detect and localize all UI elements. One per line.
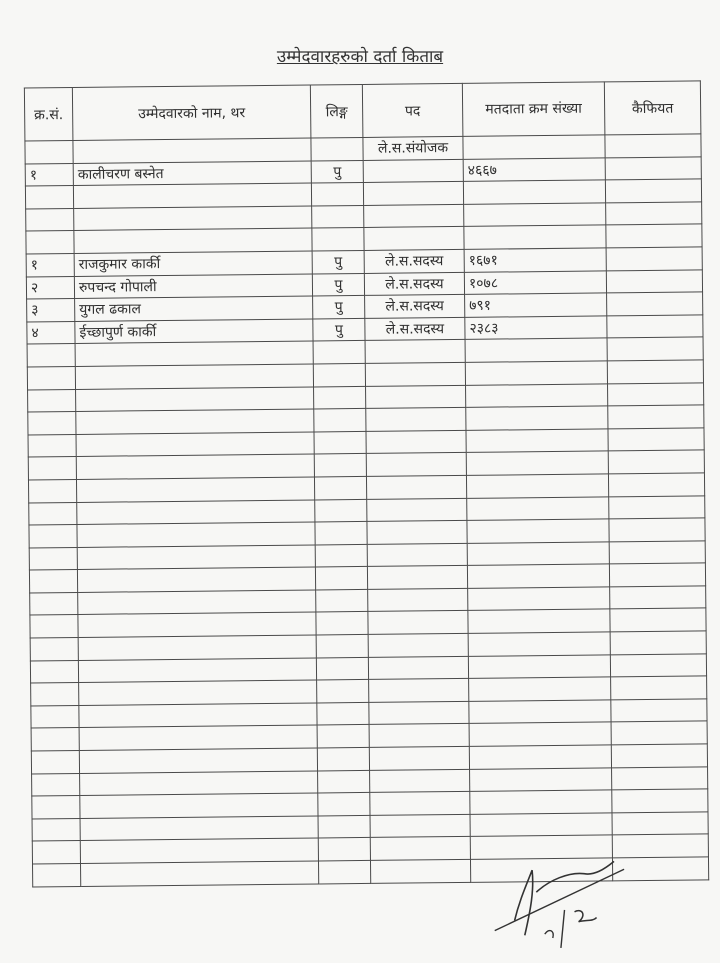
cell-candidate-name <box>81 861 319 886</box>
cell-gender: पु <box>311 160 363 183</box>
cell-gender <box>317 680 369 703</box>
cell-candidate-name <box>79 703 317 728</box>
cell-serial-number: २ <box>26 276 74 299</box>
cell-post <box>370 792 470 816</box>
header-post: पद <box>362 83 463 137</box>
cell-remarks <box>607 337 703 361</box>
cell-candidate-name <box>78 590 316 615</box>
cell-serial-number <box>32 841 80 864</box>
cell-gender <box>317 725 369 748</box>
cell-post <box>364 204 464 228</box>
cell-candidate-name: ईच्छापुर्ण कार्की <box>75 319 313 344</box>
cell-post <box>368 656 468 680</box>
cell-candidate-name <box>76 477 314 502</box>
cell-post <box>363 159 463 183</box>
cell-remarks <box>610 654 706 678</box>
cell-voter-number <box>469 745 611 769</box>
cell-voter-number: १०७८ <box>464 270 606 294</box>
cell-voter-number <box>467 542 609 566</box>
cell-post <box>365 340 465 364</box>
cell-remarks <box>612 767 708 791</box>
cell-remarks <box>605 179 701 203</box>
cell-candidate-name <box>79 680 317 705</box>
cell-gender <box>313 363 365 386</box>
cell-post <box>368 611 468 635</box>
cell-voter-number: ४६६७ <box>463 158 605 182</box>
cell-gender <box>313 341 365 364</box>
cell-candidate-name <box>80 771 318 796</box>
cell-candidate-name <box>75 364 313 389</box>
cell-remarks <box>608 382 704 406</box>
cell-gender <box>318 815 370 838</box>
cell-remarks <box>611 721 707 745</box>
cell-serial-number <box>28 434 76 457</box>
cell-voter-number <box>468 609 610 633</box>
cell-remarks <box>607 315 703 339</box>
cell-voter-number <box>470 813 612 837</box>
cell-voter-number <box>468 587 610 611</box>
cell-remarks <box>608 450 704 474</box>
cell-candidate-name <box>77 545 315 570</box>
cell-post: ले.स.सदस्य <box>365 295 465 319</box>
cell-post <box>363 182 463 206</box>
header-remarks: कैफियत <box>604 81 701 135</box>
cell-post <box>369 679 469 703</box>
cell-post <box>369 724 469 748</box>
cell-candidate-name <box>77 499 315 524</box>
cell-voter-number <box>468 632 610 656</box>
cell-voter-number <box>467 519 609 543</box>
cell-voter-number <box>467 564 609 588</box>
cell-candidate-name <box>80 838 318 863</box>
cell-serial-number: ४ <box>27 321 75 344</box>
cell-serial-number <box>30 660 78 683</box>
cell-voter-number <box>469 700 611 724</box>
cell-serial-number <box>25 140 73 163</box>
cell-gender <box>316 589 368 612</box>
cell-gender <box>314 409 366 432</box>
cell-gender <box>318 793 370 816</box>
cell-candidate-name: कालीचरण बस्नेत <box>73 161 311 186</box>
cell-candidate-name <box>76 454 314 479</box>
cell-serial-number <box>28 412 76 435</box>
cell-candidate-name <box>74 228 312 253</box>
cell-serial-number: १ <box>25 163 73 186</box>
cell-candidate-name <box>79 725 317 750</box>
cell-voter-number <box>470 790 612 814</box>
cell-candidate-name <box>78 658 316 683</box>
cell-remarks <box>609 495 705 519</box>
cell-remarks <box>610 608 706 632</box>
cell-gender <box>315 499 367 522</box>
cell-gender <box>318 838 370 861</box>
cell-gender <box>318 860 370 884</box>
cell-voter-number <box>466 383 608 407</box>
cell-serial-number <box>30 638 78 661</box>
cell-gender <box>314 431 366 454</box>
cell-voter-number <box>467 496 609 520</box>
cell-gender <box>315 544 367 567</box>
cell-remarks <box>612 789 708 813</box>
cell-remarks <box>609 563 705 587</box>
cell-serial-number <box>27 344 75 367</box>
cell-post: ले.स.संयोजक <box>363 136 463 160</box>
cell-voter-number <box>466 429 608 453</box>
cell-gender: पु <box>312 250 364 273</box>
cell-remarks <box>611 676 707 700</box>
cell-voter-number <box>464 225 606 249</box>
cell-serial-number <box>33 863 81 887</box>
register-body <box>25 134 709 887</box>
cell-post <box>369 701 469 725</box>
cell-post <box>366 430 466 454</box>
cell-serial-number <box>27 366 75 389</box>
cell-post <box>367 498 467 522</box>
cell-voter-number <box>466 474 608 498</box>
cell-candidate-name <box>73 183 311 208</box>
cell-gender <box>316 634 368 657</box>
cell-candidate-name <box>80 793 318 818</box>
cell-serial-number: १ <box>26 253 74 276</box>
cell-serial-number: ३ <box>27 299 75 322</box>
candidate-register-table <box>24 80 709 887</box>
cell-post <box>364 227 464 251</box>
cell-gender <box>314 386 366 409</box>
cell-post <box>366 408 466 432</box>
cell-serial-number <box>31 705 79 728</box>
cell-voter-number <box>465 361 607 385</box>
cell-post <box>366 385 466 409</box>
cell-voter-number <box>463 180 605 204</box>
cell-serial-number <box>31 728 79 751</box>
cell-candidate-name <box>78 612 316 637</box>
cell-post <box>369 746 469 770</box>
cell-serial-number <box>29 547 77 570</box>
cell-voter-number <box>463 135 605 159</box>
cell-serial-number <box>32 773 80 796</box>
cell-serial-number <box>31 683 79 706</box>
cell-remarks <box>606 269 702 293</box>
cell-post <box>368 633 468 657</box>
cell-remarks <box>606 247 702 271</box>
cell-voter-number <box>468 655 610 679</box>
cell-gender <box>311 183 363 206</box>
cell-candidate-name <box>78 635 316 660</box>
cell-gender: पु <box>313 318 365 341</box>
cell-serial-number <box>31 750 79 773</box>
cell-remarks <box>605 157 701 181</box>
cell-candidate-name: राजकुमार कार्की <box>74 251 312 276</box>
cell-candidate-name <box>75 341 313 366</box>
cell-remarks <box>606 224 702 248</box>
cell-candidate-name <box>76 387 314 412</box>
cell-gender <box>316 612 368 635</box>
cell-serial-number <box>28 479 76 502</box>
signature-mark <box>474 849 645 951</box>
header-row <box>24 81 701 141</box>
cell-post <box>367 543 467 567</box>
cell-gender <box>312 228 364 251</box>
cell-gender <box>316 657 368 680</box>
cell-remarks <box>611 744 707 768</box>
cell-post <box>370 769 470 793</box>
cell-post <box>370 859 470 883</box>
cell-candidate-name <box>76 432 314 457</box>
cell-voter-number: १६७१ <box>464 248 606 272</box>
cell-serial-number <box>29 502 77 525</box>
cell-remarks <box>605 134 701 158</box>
cell-post <box>366 453 466 477</box>
cell-gender: पु <box>312 273 364 296</box>
cell-remarks <box>607 292 703 316</box>
cell-remarks <box>609 518 705 542</box>
cell-gender <box>312 205 364 228</box>
cell-serial-number <box>26 231 74 254</box>
cell-remarks <box>608 405 704 429</box>
cell-remarks <box>609 541 705 565</box>
cell-gender <box>311 137 363 160</box>
cell-serial-number <box>29 570 77 593</box>
cell-candidate-name <box>77 522 315 547</box>
cell-serial-number <box>25 186 73 209</box>
cell-serial-number <box>32 818 80 841</box>
cell-voter-number <box>469 722 611 746</box>
cell-candidate-name <box>73 138 311 163</box>
cell-serial-number <box>32 796 80 819</box>
cell-voter-number <box>469 677 611 701</box>
cell-voter-number <box>464 203 606 227</box>
header-candidate-name: उम्मेदवारको नाम, थर <box>72 85 311 140</box>
header-voter-number: मतदाता क्रम संख्या <box>462 82 605 136</box>
cell-gender <box>314 454 366 477</box>
cell-remarks <box>612 812 708 836</box>
cell-candidate-name <box>76 409 314 434</box>
cell-voter-number <box>466 406 608 430</box>
cell-remarks <box>610 631 706 655</box>
cell-candidate-name <box>74 206 312 231</box>
header-gender: लिङ्ग <box>310 84 363 138</box>
cell-remarks <box>608 428 704 452</box>
cell-candidate-name <box>79 748 317 773</box>
cell-post: ले.स.सदस्य <box>364 249 464 273</box>
cell-voter-number <box>466 451 608 475</box>
cell-candidate-name <box>77 567 315 592</box>
cell-gender: पु <box>313 296 365 319</box>
cell-gender <box>314 476 366 499</box>
cell-serial-number <box>28 389 76 412</box>
cell-gender <box>317 702 369 725</box>
cell-remarks <box>610 586 706 610</box>
header-serial-number: क्र.सं. <box>24 87 73 140</box>
cell-serial-number <box>30 592 78 615</box>
cell-post <box>370 837 470 861</box>
cell-candidate-name: युगल ढकाल <box>75 296 313 321</box>
cell-remarks <box>611 699 707 723</box>
cell-candidate-name <box>80 816 318 841</box>
cell-serial-number <box>30 615 78 638</box>
cell-post: ले.स.सदस्य <box>364 272 464 296</box>
cell-post <box>367 520 467 544</box>
cell-post <box>370 814 470 838</box>
cell-voter-number: २३८३ <box>465 316 607 340</box>
cell-gender <box>315 522 367 545</box>
cell-post <box>367 566 467 590</box>
cell-gender <box>318 770 370 793</box>
cell-post <box>368 588 468 612</box>
cell-serial-number <box>26 208 74 231</box>
cell-post: ले.स.सदस्य <box>365 317 465 341</box>
cell-post <box>366 475 466 499</box>
page-title: उम्मेदवारहरुको दर्ता किताब <box>276 47 444 67</box>
cell-voter-number <box>465 338 607 362</box>
cell-serial-number <box>29 525 77 548</box>
cell-gender <box>315 567 367 590</box>
cell-candidate-name: रुपचन्द गोपाली <box>74 274 312 299</box>
cell-remarks <box>608 473 704 497</box>
cell-voter-number <box>470 768 612 792</box>
cell-voter-number: ७९१ <box>465 293 607 317</box>
cell-remarks <box>607 360 703 384</box>
cell-post <box>365 362 465 386</box>
cell-gender <box>317 747 369 770</box>
cell-serial-number <box>28 457 76 480</box>
cell-remarks <box>606 202 702 226</box>
